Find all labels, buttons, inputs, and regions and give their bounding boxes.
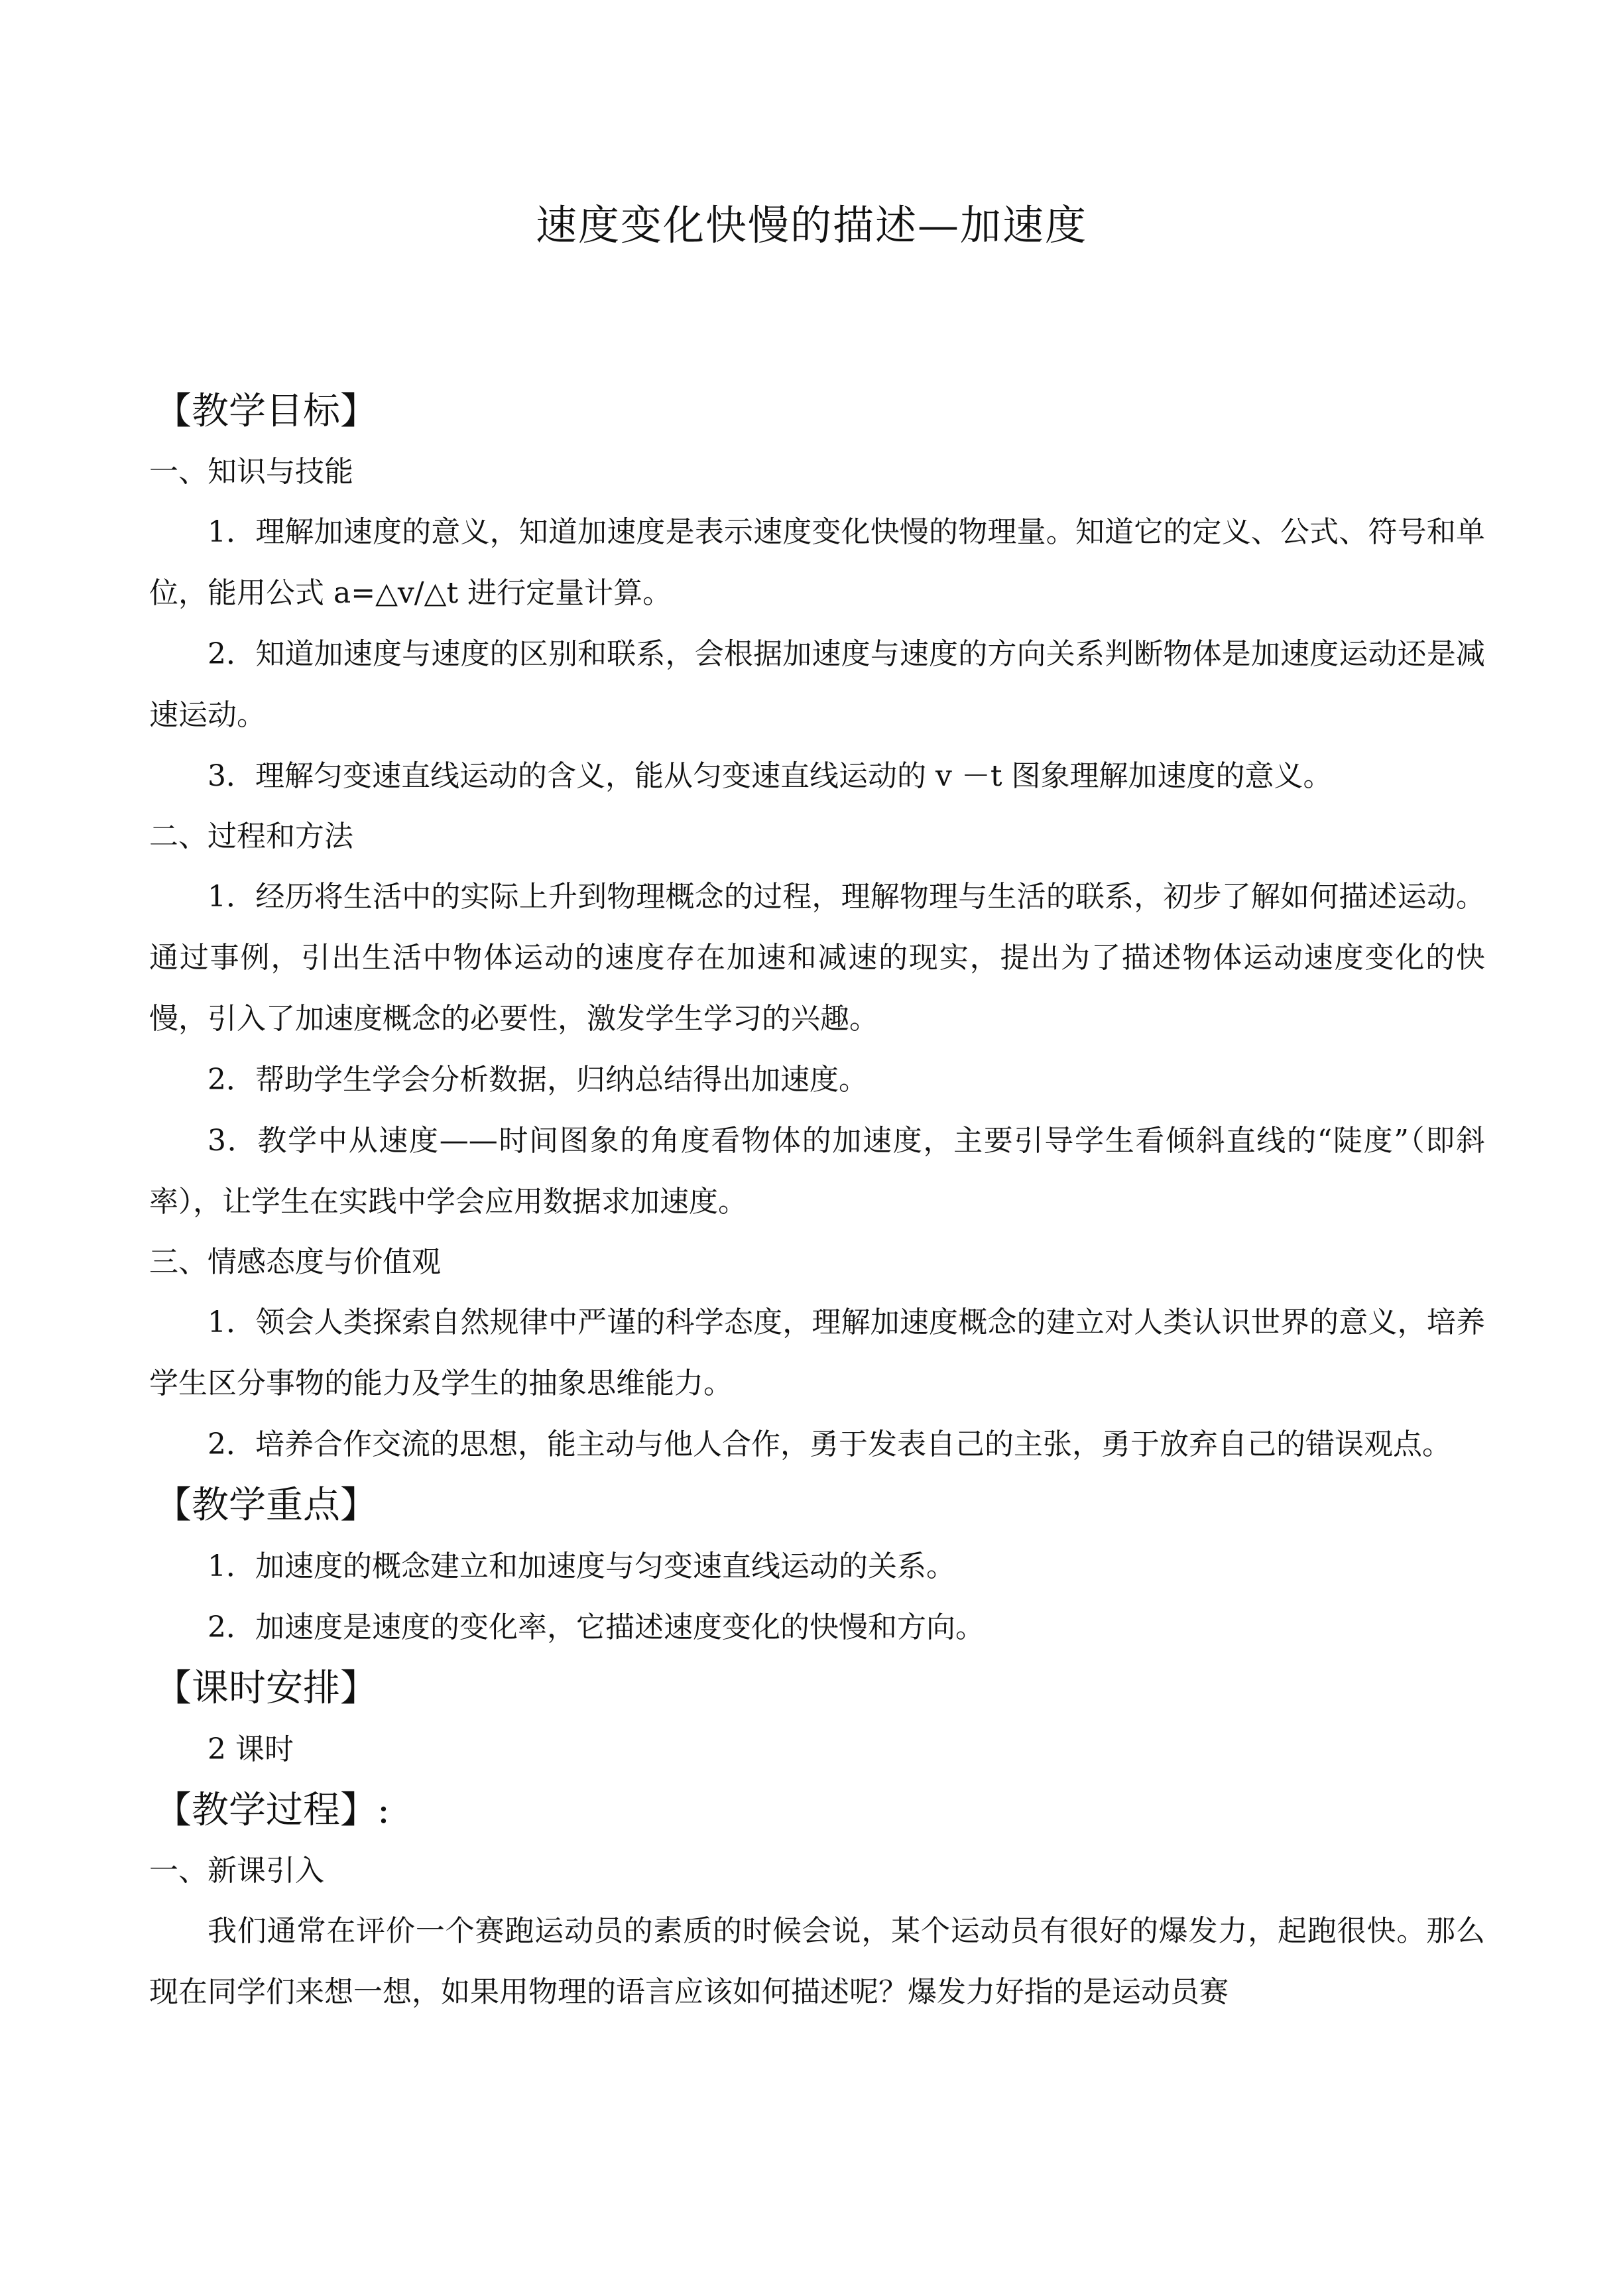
process-item-1: 1．经历将生活中的实际上升到物理概念的过程，理解物理与生活的联系，初步了解如何描述运动。通过事例，引出生活中物体运动的速度存在加速和减速的现实，提出为了描述物体运动速度变化的快慢，引入了加速度概念的必要性，激发学生学习的兴趣。	[149, 880, 1485, 1036]
section-heading-goals: 【教学目标】	[154, 390, 377, 433]
process-item-2: 2．帮助学生学会分析数据，归纳总结得出加速度。	[208, 1063, 868, 1097]
subsection-label-knowledge: 一、知识与技能	[149, 455, 353, 489]
knowledge-item-2: 2．知道加速度与速度的区别和联系，会根据加速度与速度的方向关系判断物体是加速度运动还是减速运动。	[149, 637, 1485, 732]
subsection-label-intro: 一、新课引入	[149, 1854, 324, 1888]
section-heading-key-points: 【教学重点】	[154, 1484, 377, 1527]
process-item-3: 3．教学中从速度——时间图象的角度看物体的加速度，主要引导学生看倾斜直线的“陡度”（即斜率），让学生在实践中学会应用数据求加速度。	[149, 1124, 1485, 1219]
document-title: 速度变化快慢的描述—加速度	[535, 201, 1087, 249]
document-body	[149, 381, 1485, 2023]
subsection-label-process: 二、过程和方法	[149, 819, 353, 853]
key-point-item-1: 1．加速度的概念建立和加速度与匀变速直线运动的关系。	[208, 1549, 955, 1583]
intro-paragraph: 我们通常在评价一个赛跑运动员的素质的时候会说，某个运动员有很好的爆发力，起跑很快。那么现在同学们来想一想，如果用物理的语言应该如何描述呢？爆发力好指的是运动员赛	[149, 1914, 1485, 2009]
key-point-item-2: 2．加速度是速度的变化率，它描述速度变化的快慢和方向。	[208, 1610, 985, 1644]
emotion-item-1: 1．领会人类探索自然规律中严谨的科学态度，理解加速度概念的建立对人类认识世界的意义，培养学生区分事物的能力及学生的抽象思维能力。	[149, 1305, 1485, 1400]
section-heading-procedure: 【教学过程】:	[154, 1789, 390, 1832]
subsection-label-emotion: 三、情感态度与价值观	[149, 1245, 441, 1279]
knowledge-item-1: 1．理解加速度的意义，知道加速度是表示速度变化快慢的物理量。知道它的定义、公式、符号和单位，能用公式 a=△v/△t 进行定量计算。	[149, 515, 1485, 610]
section-heading-schedule: 【课时安排】	[154, 1667, 377, 1710]
schedule-value: 2 课时	[208, 1732, 294, 1766]
emotion-item-2: 2．培养合作交流的思想，能主动与他人合作，勇于发表自己的主张，勇于放弃自己的错误观点。	[208, 1427, 1451, 1461]
knowledge-item-3: 3．理解匀变速直线运动的含义，能从匀变速直线运动的 v －t 图象理解加速度的意义。	[208, 759, 1333, 793]
